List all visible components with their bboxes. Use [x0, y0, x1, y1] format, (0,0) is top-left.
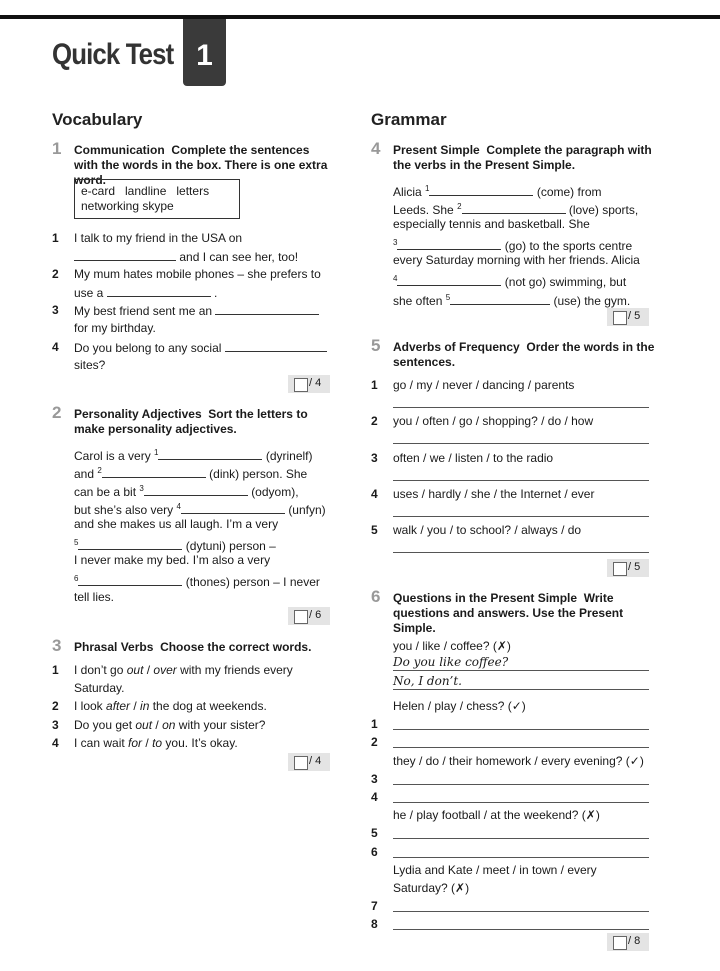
- ex4-clue: (go) to the sports centre: [504, 239, 633, 253]
- ex4-line: [393, 199, 638, 218]
- score-input[interactable]: [613, 936, 627, 950]
- ex3-text: Do you get: [74, 718, 136, 732]
- ex3-item-2: [74, 699, 267, 714]
- answer-blank[interactable]: [450, 293, 550, 305]
- answer-line[interactable]: [393, 838, 649, 839]
- ex3-text: with your sister?: [175, 718, 266, 732]
- ex5-item-text: often / we / listen / to the radio: [393, 451, 554, 465]
- exercise-1-number: 1: [52, 139, 62, 158]
- exercise-2-instruction: Sort the letters to make personality adjectives.: [74, 407, 308, 436]
- ex3-score-box: [288, 753, 330, 771]
- score-total: / 4: [309, 755, 322, 767]
- gap-number: 3: [393, 238, 398, 247]
- ex5-item-text: you / often / go / shopping? / do / how: [393, 414, 594, 428]
- ex1-item-number: 1: [52, 231, 59, 245]
- ex6-score-box: [607, 933, 649, 951]
- option-sep: /: [142, 736, 153, 750]
- option-sep: /: [152, 718, 163, 732]
- ex5-score-box: [607, 559, 649, 577]
- ex1-item-3-line2: for my birthday.: [74, 321, 156, 335]
- ex3-text: the dog at weekends.: [149, 699, 267, 713]
- score-input[interactable]: [294, 756, 308, 770]
- exercise-6-title: [393, 591, 633, 636]
- example-answer: No, I don’t.: [393, 674, 462, 688]
- ex3-item-number: 3: [52, 718, 59, 732]
- answer-line[interactable]: [393, 516, 649, 517]
- ex4-line: every Saturday morning with her friends. Alicia: [393, 253, 640, 267]
- exercise-1-topic: Communication: [74, 143, 165, 157]
- ex4-line: [393, 181, 602, 200]
- answer-blank[interactable]: [397, 274, 501, 286]
- ex1-item-2-end: .: [214, 286, 218, 300]
- gap-number: 5: [74, 538, 79, 547]
- ex2-line: I never make my bed. I’m also a very: [74, 553, 271, 567]
- ex6-line-number: 8: [371, 917, 378, 931]
- word-box: [74, 179, 240, 219]
- answer-line[interactable]: [393, 784, 649, 785]
- ex3-item-3: [74, 718, 265, 733]
- score-total: / 5: [628, 310, 641, 322]
- answer-blank[interactable]: [74, 249, 176, 261]
- test-number-tab: 1: [183, 19, 226, 86]
- score-input[interactable]: [613, 562, 627, 576]
- ex3-item-4: [74, 736, 238, 751]
- ex4-text: she often: [393, 294, 443, 308]
- ex6-line-number: 2: [371, 735, 378, 749]
- ex2-text: can be a bit: [74, 485, 137, 499]
- ex4-line: especially tennis and basketball. She: [393, 217, 590, 231]
- ex3-text: I look: [74, 699, 107, 713]
- word-box-line-1: e-card landline letters: [81, 184, 210, 198]
- exercise-5-title: [393, 340, 655, 370]
- ex2-line: [74, 535, 276, 554]
- gap-number: 1: [154, 448, 159, 457]
- ex6-prompt-1: Helen / play / chess? (✓): [393, 699, 526, 713]
- ex4-text: Leeds. She: [393, 203, 454, 217]
- ex4-clue: (not go) swimming, but: [504, 275, 627, 289]
- answer-blank[interactable]: [397, 238, 501, 250]
- ex6-line-number: 1: [371, 717, 378, 731]
- ex2-text: Carol is a very: [74, 449, 151, 463]
- ex5-item-number: 4: [371, 487, 378, 501]
- option-2[interactable]: in: [140, 699, 150, 713]
- ex5-item-text: uses / hardly / she / the Internet / ever: [393, 487, 595, 501]
- answer-blank[interactable]: [429, 184, 533, 196]
- gap-number: 6: [74, 574, 79, 583]
- exercise-4-title: [393, 143, 653, 173]
- ex4-clue: (love) sports,: [568, 203, 639, 217]
- ex2-clue: (odyom),: [251, 485, 299, 499]
- score-input[interactable]: [294, 610, 308, 624]
- ex2-line: tell lies.: [74, 590, 115, 604]
- ex1-item-4-text: [74, 340, 327, 356]
- score-total: / 8: [628, 935, 641, 947]
- ex1-item-1-rest: and I can see her, too!: [179, 250, 299, 264]
- word-box-line-2: networking skype: [81, 199, 174, 213]
- ex3-item-1-line2: Saturday.: [74, 681, 125, 695]
- ex2-text: and: [74, 467, 95, 481]
- ex1-score-box: [288, 375, 330, 393]
- ex1-item-2-text: My mum hates mobile phones – she prefers to: [74, 267, 321, 281]
- answer-line[interactable]: [393, 929, 649, 930]
- exercise-1-instruction: Complete the sentences with the words in the box. There is one extra word.: [74, 143, 328, 187]
- example-line: [393, 689, 649, 690]
- ex1-item-2-start: use a: [74, 286, 104, 300]
- answer-blank[interactable]: [462, 202, 566, 214]
- option-2[interactable]: to: [152, 736, 163, 750]
- answer-line[interactable]: [393, 802, 649, 803]
- answer-line[interactable]: [393, 747, 649, 748]
- exercise-4-number: 4: [371, 139, 381, 158]
- exercise-6-topic: Questions in the Present Simple: [393, 591, 578, 605]
- exercise-4-topic: Present Simple: [393, 143, 480, 157]
- ex1-item-4-line2: sites?: [74, 358, 106, 372]
- ex2-clue: (dink) person. She: [209, 467, 308, 481]
- ex1-item-3-text: [74, 303, 319, 319]
- ex1-item-3-start: My best friend sent me an: [74, 304, 213, 318]
- answer-blank[interactable]: [107, 285, 211, 297]
- ex3-item-number: 1: [52, 663, 59, 677]
- grammar-heading: Grammar: [371, 110, 447, 129]
- ex2-clue: (thones) person – I never: [185, 575, 320, 589]
- ex1-item-1-text: I talk to my friend in the USA on: [74, 231, 243, 245]
- exercise-3-number: 3: [52, 636, 62, 655]
- ex3-text: you. It’s okay.: [162, 736, 238, 750]
- ex6-prompt-4-line2: Saturday? (✗): [393, 881, 470, 895]
- score-input[interactable]: [613, 311, 627, 325]
- top-rule: [0, 15, 720, 19]
- answer-blank[interactable]: [78, 538, 182, 550]
- ex6-prompt-2: they / do / their homework / every evening? (✓): [393, 754, 644, 768]
- gap-number: 4: [176, 502, 181, 511]
- ex2-clue: (unfyn): [288, 503, 326, 517]
- exercise-6-number: 6: [371, 587, 381, 606]
- ex1-item-1-line2: [74, 249, 298, 265]
- exercise-5-topic: Adverbs of Frequency: [393, 340, 520, 354]
- exercise-2-number: 2: [52, 403, 62, 422]
- ex4-line: [393, 290, 630, 309]
- ex2-line: [74, 445, 313, 464]
- answer-blank[interactable]: [144, 484, 248, 496]
- ex6-line-number: 7: [371, 899, 378, 913]
- exercise-4-instruction: Complete the paragraph with the verbs in the Present Simple.: [393, 143, 652, 172]
- exercise-2-topic: Personality Adjectives: [74, 407, 202, 421]
- ex3-item-number: 4: [52, 736, 59, 750]
- option-2[interactable]: over: [153, 663, 177, 677]
- ex2-line: [74, 463, 307, 482]
- ex3-item-1: [74, 663, 293, 678]
- option-1[interactable]: for: [128, 736, 143, 750]
- ex1-item-4-start: Do you belong to any social: [74, 341, 222, 355]
- ex2-line: [74, 499, 326, 518]
- exercise-2-title: [74, 407, 314, 437]
- exercise-5-number: 5: [371, 336, 381, 355]
- answer-blank[interactable]: [78, 574, 182, 586]
- ex5-item-text: go / my / never / dancing / parents: [393, 378, 575, 392]
- option-2[interactable]: on: [162, 718, 176, 732]
- ex6-prompt-4: Lydia and Kate / meet / in town / every: [393, 863, 597, 877]
- score-total: / 5: [628, 561, 641, 573]
- exercise-6-instruction: Write questions and answers. Use the Present Simple.: [393, 591, 624, 635]
- example-line: [393, 670, 649, 671]
- answer-blank[interactable]: [215, 303, 319, 315]
- answer-blank[interactable]: [102, 466, 206, 478]
- answer-line[interactable]: [393, 480, 649, 481]
- answer-line[interactable]: [393, 407, 649, 408]
- ex6-line-number: 3: [371, 772, 378, 786]
- score-total: / 4: [309, 377, 322, 389]
- ex5-item-number: 2: [371, 414, 378, 428]
- ex1-item-number: 3: [52, 303, 59, 317]
- exercise-3-topic: Phrasal Verbs: [74, 640, 154, 654]
- ex3-item-number: 2: [52, 699, 59, 713]
- page-title: Quick Test: [52, 38, 174, 71]
- ex2-line: [74, 481, 299, 500]
- option-1[interactable]: out: [135, 718, 153, 732]
- ex2-score-box: [288, 607, 330, 625]
- gap-number: 5: [445, 293, 451, 302]
- ex6-line-number: 4: [371, 790, 378, 804]
- ex1-item-number: 2: [52, 267, 59, 281]
- ex1-item-number: 4: [52, 340, 59, 354]
- score-total: / 6: [309, 609, 322, 621]
- ex4-clue: (come) from: [536, 185, 602, 199]
- ex2-text: but she’s also very: [74, 503, 174, 517]
- ex5-item-text: walk / you / to school? / always / do: [393, 523, 582, 537]
- ex4-clue: (use) the gym.: [553, 294, 631, 308]
- answer-line[interactable]: [393, 443, 649, 444]
- answer-line[interactable]: [393, 857, 649, 858]
- exercise-5-instruction: Order the words in the sentences.: [393, 340, 655, 369]
- ex3-text: with my friends every: [176, 663, 293, 677]
- option-1[interactable]: out: [126, 663, 144, 677]
- gap-number: 1: [425, 184, 430, 193]
- exercise-3-instruction: Choose the correct words.: [160, 640, 312, 654]
- ex2-line: and she makes us all laugh. I’m a very: [74, 517, 279, 531]
- ex2-clue: (dyrinelf): [265, 449, 313, 463]
- ex2-line: [74, 571, 320, 590]
- ex6-line-number: 6: [371, 845, 378, 859]
- ex6-example-prompt: you / like / coffee? (✗): [393, 639, 511, 653]
- answer-line[interactable]: [393, 552, 649, 553]
- ex5-item-number: 5: [371, 523, 378, 537]
- ex4-line: [393, 235, 632, 254]
- ex5-item-number: 1: [371, 378, 378, 392]
- score-input[interactable]: [294, 378, 308, 392]
- exercise-3-title: [74, 640, 334, 655]
- gap-number: 4: [393, 274, 398, 283]
- ex1-item-2-line2: [74, 285, 217, 301]
- gap-number: 2: [457, 202, 462, 211]
- ex4-score-box: [607, 308, 649, 326]
- ex5-item-number: 3: [371, 451, 378, 465]
- example-question: Do you like coffee?: [393, 655, 509, 669]
- gap-number: 2: [97, 466, 102, 475]
- ex6-prompt-3: he / play football / at the weekend? (✗): [393, 808, 600, 822]
- option-sep: /: [143, 663, 154, 677]
- ex3-text: I don’t go: [74, 663, 127, 677]
- ex6-line-number: 5: [371, 826, 378, 840]
- gap-number: 3: [139, 484, 144, 493]
- answer-blank[interactable]: [158, 448, 262, 460]
- option-sep: /: [130, 699, 141, 713]
- ex3-text: I can wait: [74, 736, 129, 750]
- option-1[interactable]: after: [106, 699, 131, 713]
- answer-blank[interactable]: [181, 502, 285, 514]
- ex4-line: [393, 271, 626, 290]
- answer-line[interactable]: [393, 911, 649, 912]
- answer-blank[interactable]: [225, 340, 327, 352]
- ex4-text: Alicia: [393, 185, 422, 199]
- answer-line[interactable]: [393, 729, 649, 730]
- vocabulary-heading: Vocabulary: [52, 110, 143, 129]
- ex2-clue: (dytuni) person –: [185, 539, 276, 553]
